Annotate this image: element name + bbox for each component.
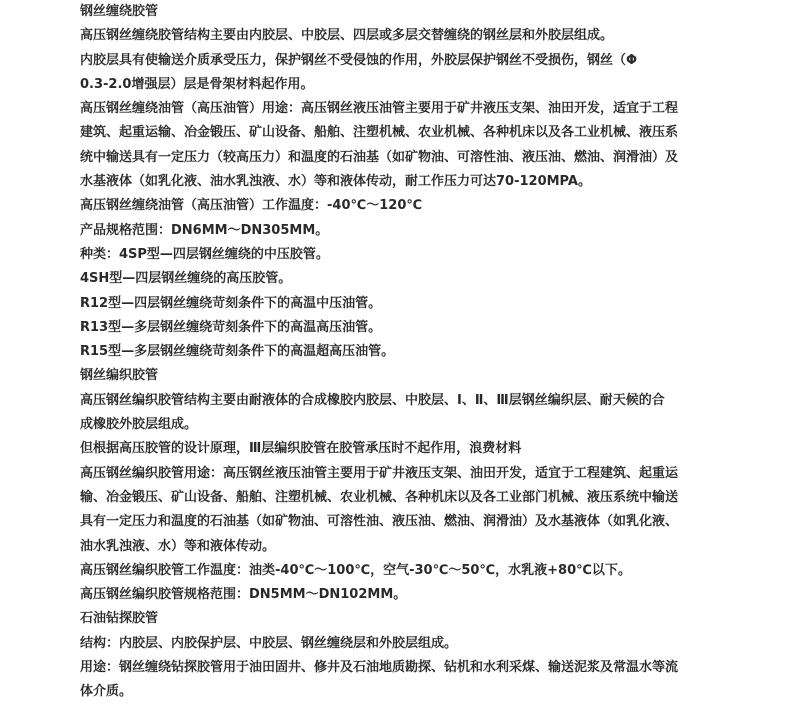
paragraph-line: 成橡胶外胶层组成。 [80,417,198,433]
paragraph-line: R15型—多层钢丝缠绕苛刻条件下的高温超高压油管。 [80,344,395,360]
section-heading-wire-braided-hose: 钢丝编织胶管 [80,368,159,384]
paragraph-line: 高压钢丝缠绕油管（高压油管）用途：高压钢丝液压油管主要用于矿井液压支架、油田开发，适宜于工程 [80,101,679,117]
section-heading-oil-drilling-hose: 石油钻探胶管 [80,611,159,627]
paragraph-line: 统中输送具有一定压力（较高压力）和温度的石油基（如矿物油、可溶性油、液压油、燃油、润滑油）及 [80,149,679,165]
paragraph-line: 体介质。 [80,684,133,700]
paragraph-line: 高压钢丝编织胶管工作温度：油类-40℃～100℃，空气-30℃～50℃，水乳液+80℃以下。 [80,562,631,578]
paragraph-line: 结构：内胶层、内胶保护层、中胶层、钢丝缠绕层和外胶层组成。 [80,635,458,651]
paragraph-line: 高压钢丝编织胶管结构主要由耐液体的合成橡胶内胶层、中胶层、Ⅰ、Ⅱ、Ⅲ层钢丝编织层、耐天候的合 [80,392,665,408]
paragraph-line: 输、冶金锻压、矿山设备、船舶、注塑机械、农业机械、各种机床以及各工业部门机械、液压系统中输送 [80,489,679,505]
paragraph-line: R13型—多层钢丝缠绕苛刻条件下的高温高压油管。 [80,319,382,335]
paragraph-line: 种类：4SP型—四层钢丝缠绕的中压胶管。 [80,246,329,262]
paragraph-line: 高压钢丝编织胶管规格范围：DN5MM～DN102MM。 [80,587,407,603]
paragraph-line: 内胶层具有使输送介质承受压力，保护钢丝不受侵蚀的作用，外胶层保护钢丝不受损伤，钢丝（Φ [80,52,638,68]
paragraph-line: 高压钢丝缠绕油管（高压油管）工作温度：-40℃～120℃ [80,198,423,214]
paragraph-line: 水基液体（如乳化液、油水乳浊液、水）等和液体传动，耐工作压力可达70-120MPA。 [80,174,591,190]
document-body [80,0,780,705]
paragraph-line: R12型—四层钢丝缠绕苛刻条件下的高温中压油管。 [80,295,382,311]
paragraph-line: 产品规格范围：DN6MM～DN305MM。 [80,222,329,238]
paragraph-line: 0.3-2.0增强层）层是骨架材料起作用。 [80,76,314,92]
paragraph-line: 具有一定压力和温度的石油基（如矿物油、可溶性油、液压油、燃油、润滑油）及水基液体（如乳化液、 [80,514,679,530]
paragraph-line: 4SH型—四层钢丝缠绕的高压胶管。 [80,271,292,287]
paragraph-line: 油水乳浊液、水）等和液体传动。 [80,538,276,554]
paragraph-line: 但根据高压胶管的设计原理，Ⅲ层编织胶管在胶管承压时不起作用，浪费材料 [80,441,522,457]
section-heading-wire-spiral-hose: 钢丝缠绕胶管 [80,4,159,19]
paragraph-line: 高压钢丝编织胶管用途：高压钢丝液压油管主要用于矿井液压支架、油田开发，适宜于工程建筑、起重运 [80,465,679,481]
paragraph-line: 用途：钢丝缠绕钻探胶管用于油田固井、修井及石油地质勘探、钻机和水利采煤、输送泥浆及常温水等流 [80,660,679,676]
paragraph-line: 建筑、起重运输、冶金锻压、矿山设备、船舶、注塑机械、农业机械、各种机床以及各工业机械、液压系 [80,125,679,141]
paragraph-line: 高压钢丝缠绕胶管结构主要由内胶层、中胶层、四层或多层交替缠绕的钢丝层和外胶层组成。 [80,28,614,44]
